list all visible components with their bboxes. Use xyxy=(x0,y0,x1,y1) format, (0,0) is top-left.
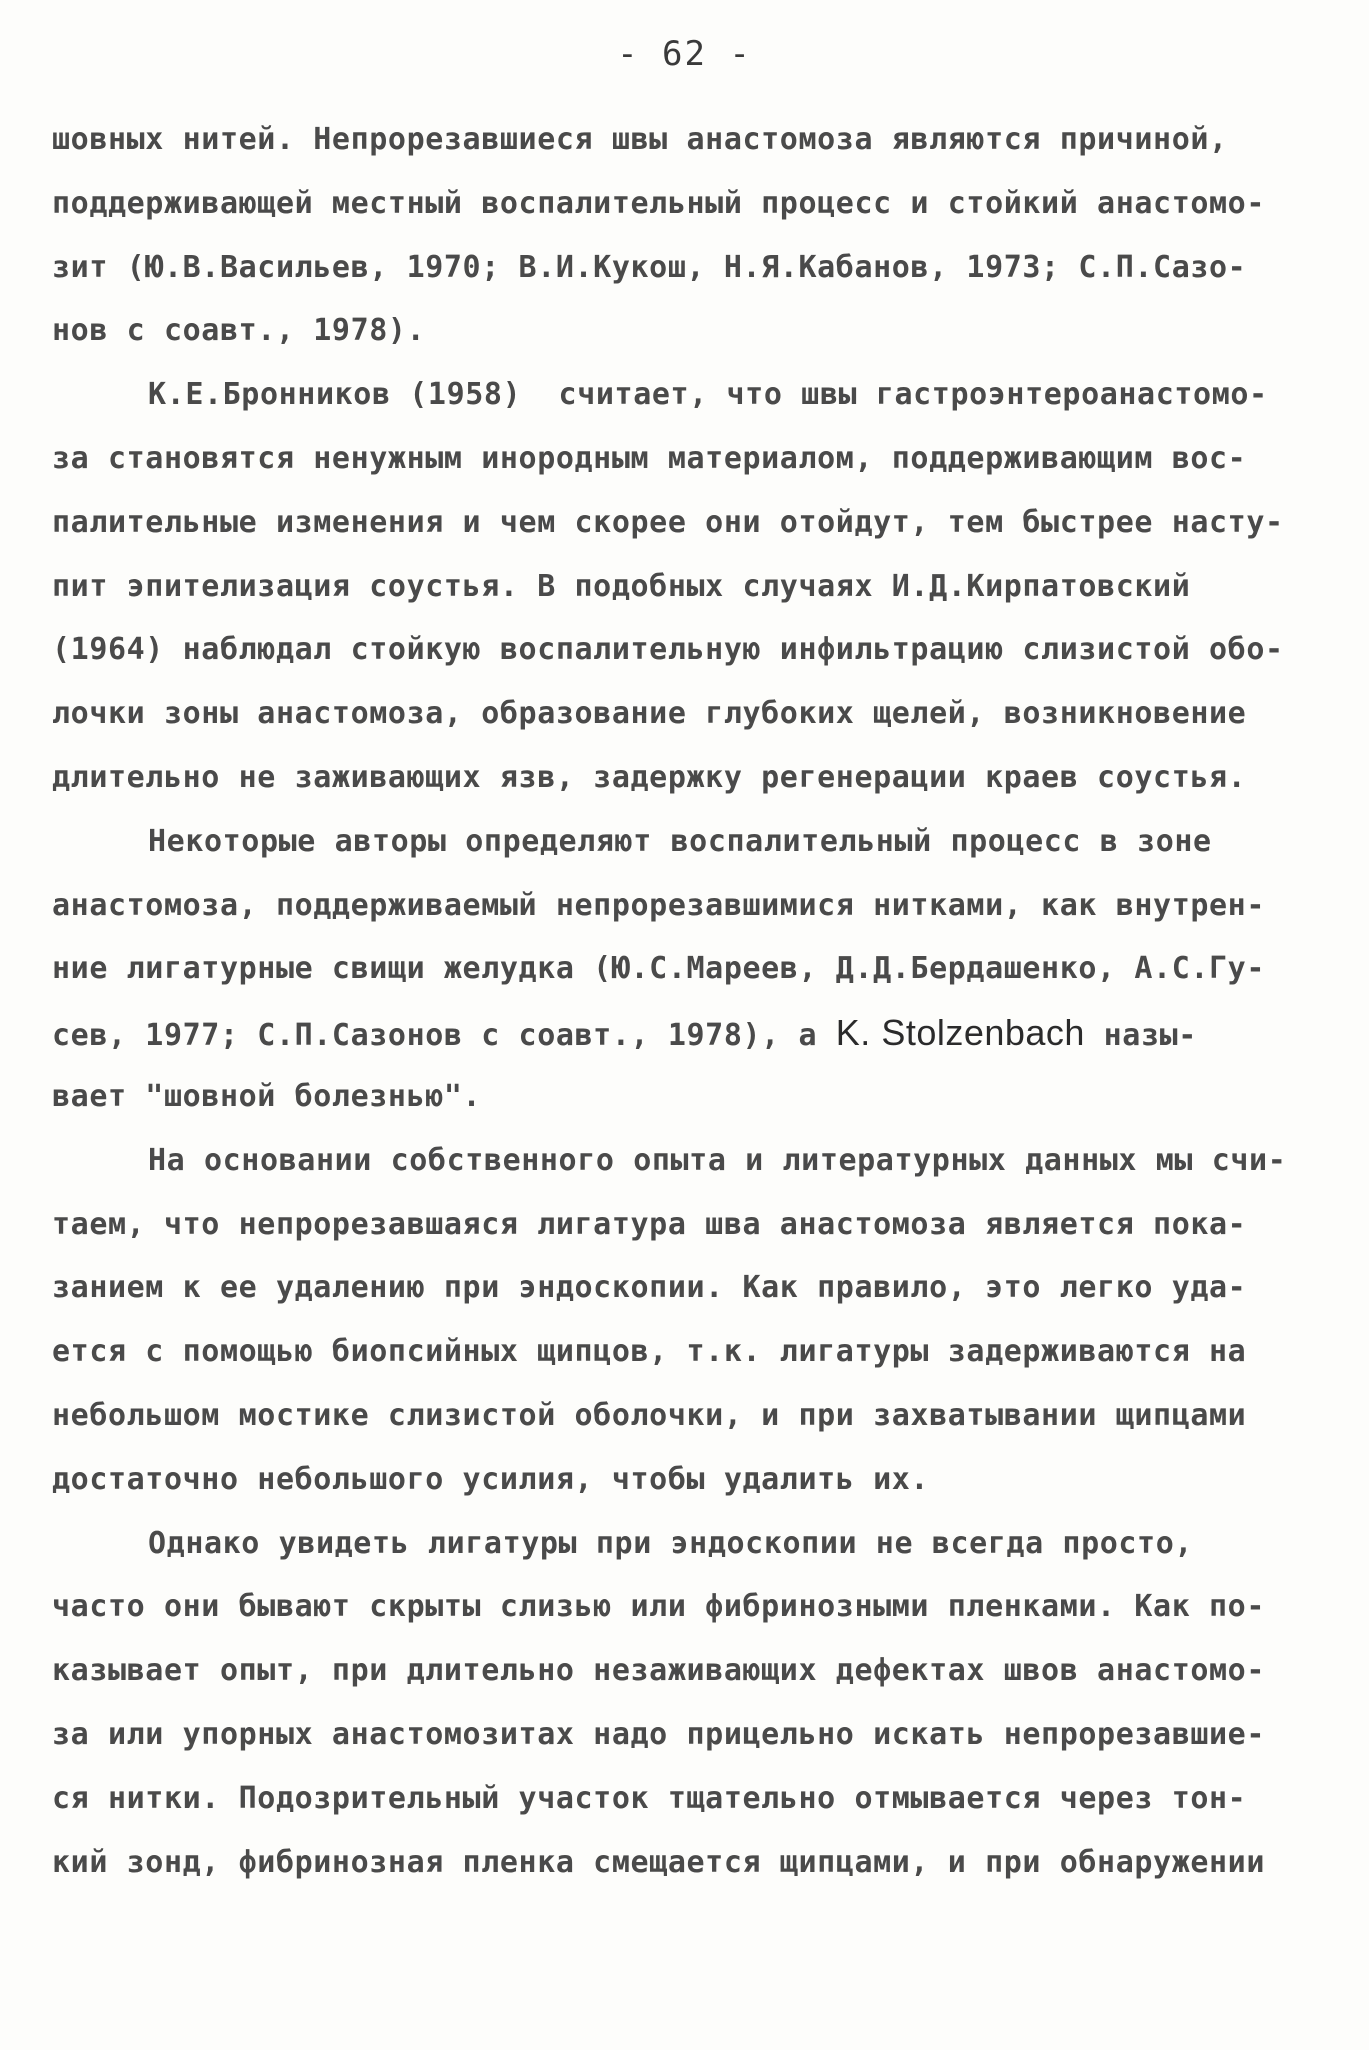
text-line: ние лигатурные свищи желудка (Ю.С.Мареев, Д.Д.Бердашенко, А.С.Гу- xyxy=(52,951,1265,987)
text-line: казывает опыт, при длительно незаживающих дефектах швов анастомо- xyxy=(52,1653,1265,1689)
text-line: пит эпителизация соустья. В подобных случаях И.Д.Кирпатовский xyxy=(52,568,1191,604)
text-line: достаточно небольшого усилия, чтобы удалить их. xyxy=(52,1461,930,1497)
text-line: ся нитки. Подозрительный участок тщательно отмывается через тон- xyxy=(52,1780,1247,1816)
text-line: часто они бывают скрыты слизью или фибринозными пленками. Как по- xyxy=(52,1589,1265,1625)
text-line: (1964) наблюдал стойкую воспалительную инфильтрацию слизистой обо- xyxy=(52,632,1284,668)
paragraph-first-line: Некоторые авторы определяют воспалительный процесс в зоне xyxy=(148,823,1212,859)
text-line: вает "шовной болезнью". xyxy=(52,1078,482,1114)
text-line: длительно не заживающих язв, задержку регенерации краев соустья. xyxy=(52,759,1247,795)
text-line: за или упорных анастомозитах надо прицельно искать непрорезавшие- xyxy=(52,1716,1265,1752)
paragraph-first-line: На основании собственного опыта и литературных данных мы счи- xyxy=(148,1142,1287,1178)
text-segment: сев, 1977; С.П.Сазонов с соавт., 1978), а xyxy=(52,1018,836,1054)
page-number: - 62 - xyxy=(617,34,752,74)
text-line: палительные изменения и чем скорее они отойдут, тем быстрее насту- xyxy=(52,504,1284,540)
text-line: анастомоза, поддерживаемый непрорезавшимися нитками, как внутрен- xyxy=(52,887,1265,923)
text-line: зит (Ю.В.Васильев, 1970; В.И.Кукош, Н.Я.Кабанов, 1973; С.П.Сазо- xyxy=(52,249,1247,285)
text-line: кий зонд, фибринозная пленка смещается щипцами, и при обнаружении xyxy=(52,1844,1265,1880)
text-line: лочки зоны анастомоза, образование глубоких щелей, возникновение xyxy=(52,696,1247,732)
paragraph-first-line: Однако увидеть лигатуры при эндоскопии не всегда просто, xyxy=(148,1525,1194,1561)
text-line: поддерживающей местный воспалительный процесс и стойкий анастомо- xyxy=(52,185,1265,221)
text-line: небольшом мостике слизистой оболочки, и при захватывании щипцами xyxy=(52,1397,1247,1433)
text-line: занием к ее удалению при эндоскопии. Как правило, это легко уда- xyxy=(52,1270,1247,1306)
text-line: таем, что непрорезавшаяся лигатура шва анастомоза является пока- xyxy=(52,1206,1247,1242)
text-line-with-handwritten-name xyxy=(52,1001,1322,1065)
handwritten-author-name: K. Stolzenbach xyxy=(835,1012,1085,1054)
paragraph-first-line: К.Е.Бронников (1958) считает, что швы гастроэнтероанастомо- xyxy=(148,377,1268,413)
text-line: нов с соавт., 1978). xyxy=(52,313,426,349)
text-line: шовных нитей. Непрорезавшиеся швы анастомоза являются причиной, xyxy=(52,122,1228,157)
text-line: за становятся ненужным инородным материалом, поддерживающим вос- xyxy=(52,440,1247,476)
body-text xyxy=(52,108,1322,1894)
text-line: ется с помощью биопсийных щипцов, т.к. лигатуры задерживаются на xyxy=(52,1334,1247,1370)
text-segment: назы- xyxy=(1084,1018,1197,1054)
